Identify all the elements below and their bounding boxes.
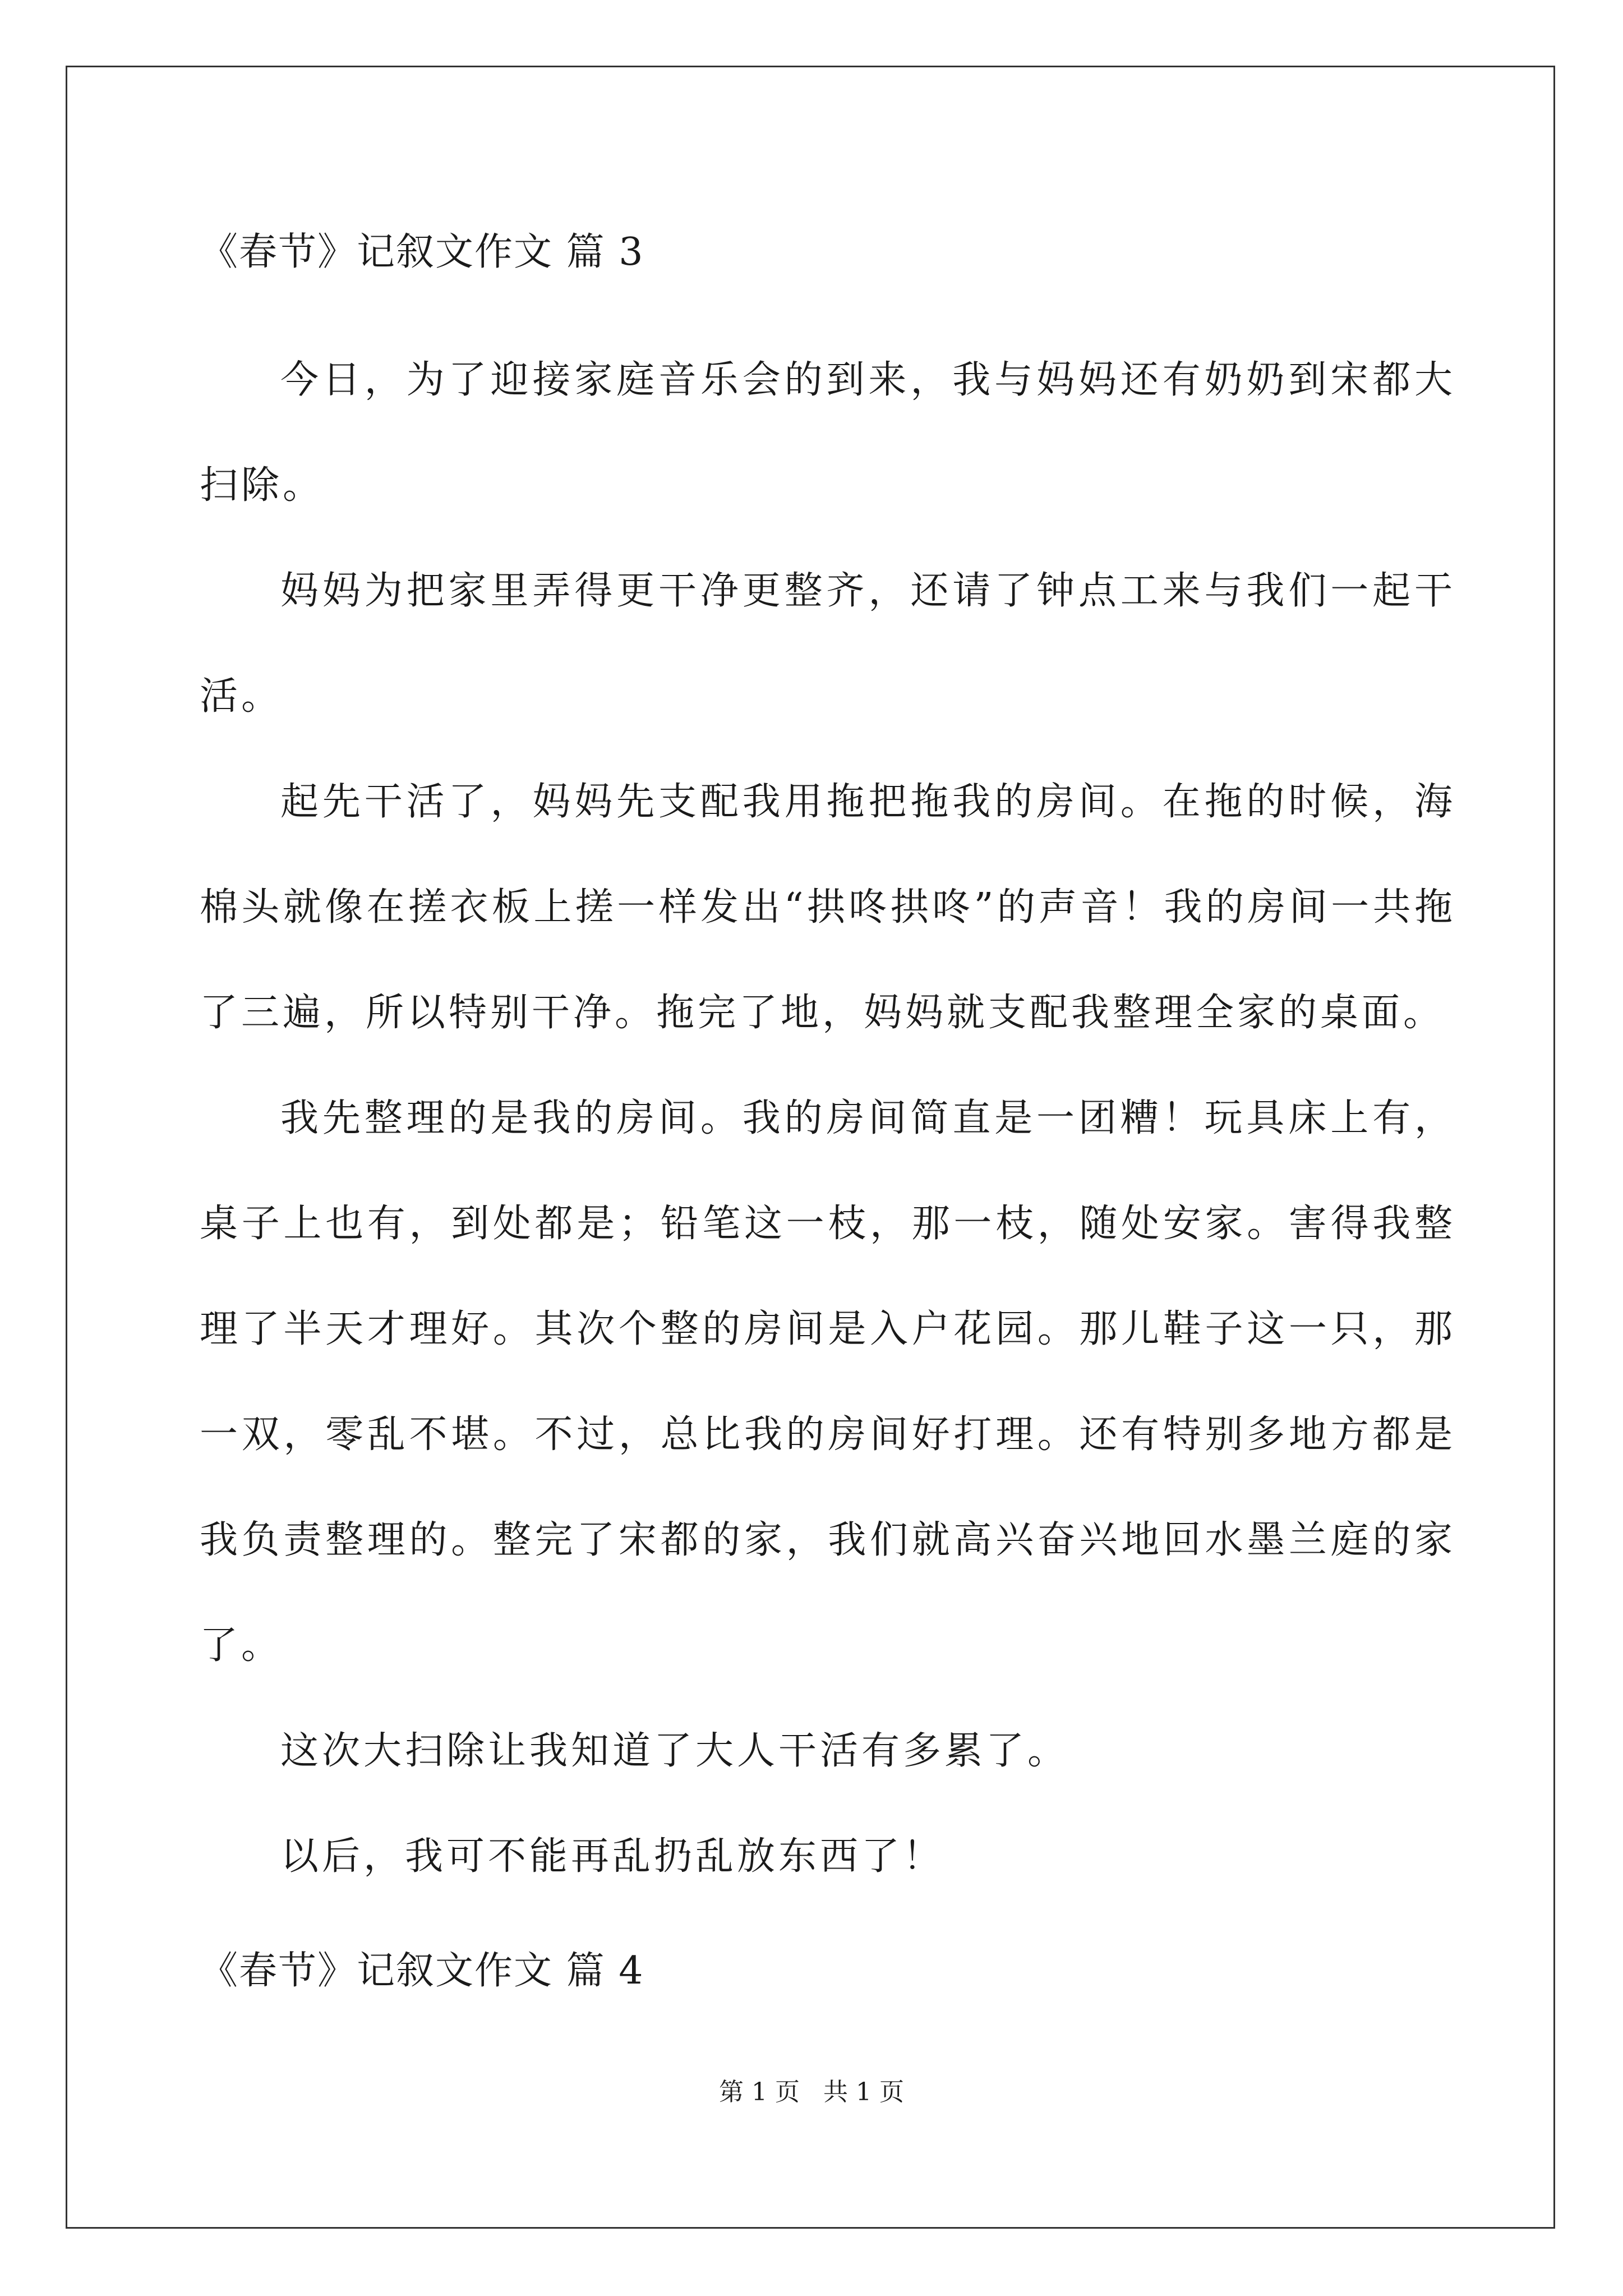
paragraph: 我先整理的是我的房间。我的房间简直是一团糟！玩具床上有，桌子上也有，到处都是；铅笔这一枝，那一枝，随处安家。害得我整理了半天才理好。其次个整的房间是入户花园。那儿鞋子这一只，那一双，零乱不堪。不过，总比我的房间好打理。还有特别多地方都是我负责整理的。整完了宋都的家，我们就高兴奋兴地回水墨兰庭的家了。	[200, 1096, 1456, 1668]
page-number-total: 共 1 页	[823, 2078, 904, 2106]
section-heading-3: 《春节》记叙文作文 篇 3	[200, 230, 644, 274]
paragraph: 以后，我可不能再乱扔乱放东西了！	[280, 1834, 945, 1879]
spacer	[200, 1910, 1456, 1932]
page-footer	[0, 2076, 1623, 2109]
paragraph: 起先干活了，妈妈先支配我用拖把拖我的房间。在拖的时候，海棉头就像在搓衣板上搓一样发出“拱咚拱咚”的声音！我的房间一共拖了三遍，所以特别干净。拖完了地，妈妈就支配我整理全家的桌面。	[200, 780, 1456, 1035]
document-body	[200, 213, 1456, 2010]
paragraph: 今日，为了迎接家庭音乐会的到来，我与妈妈还有奶奶到宋都大扫除。	[200, 358, 1456, 508]
page-number-current: 第 1 页	[719, 2078, 800, 2106]
section-heading-4: 《春节》记叙文作文 篇 4	[200, 1949, 644, 1993]
paragraph: 这次大扫除让我知道了大人干活有多累了。	[280, 1729, 1069, 1773]
spacer	[200, 292, 1456, 328]
paragraph: 妈妈为把家里弄得更干净更整齐，还请了钟点工来与我们一起干活。	[200, 569, 1456, 719]
